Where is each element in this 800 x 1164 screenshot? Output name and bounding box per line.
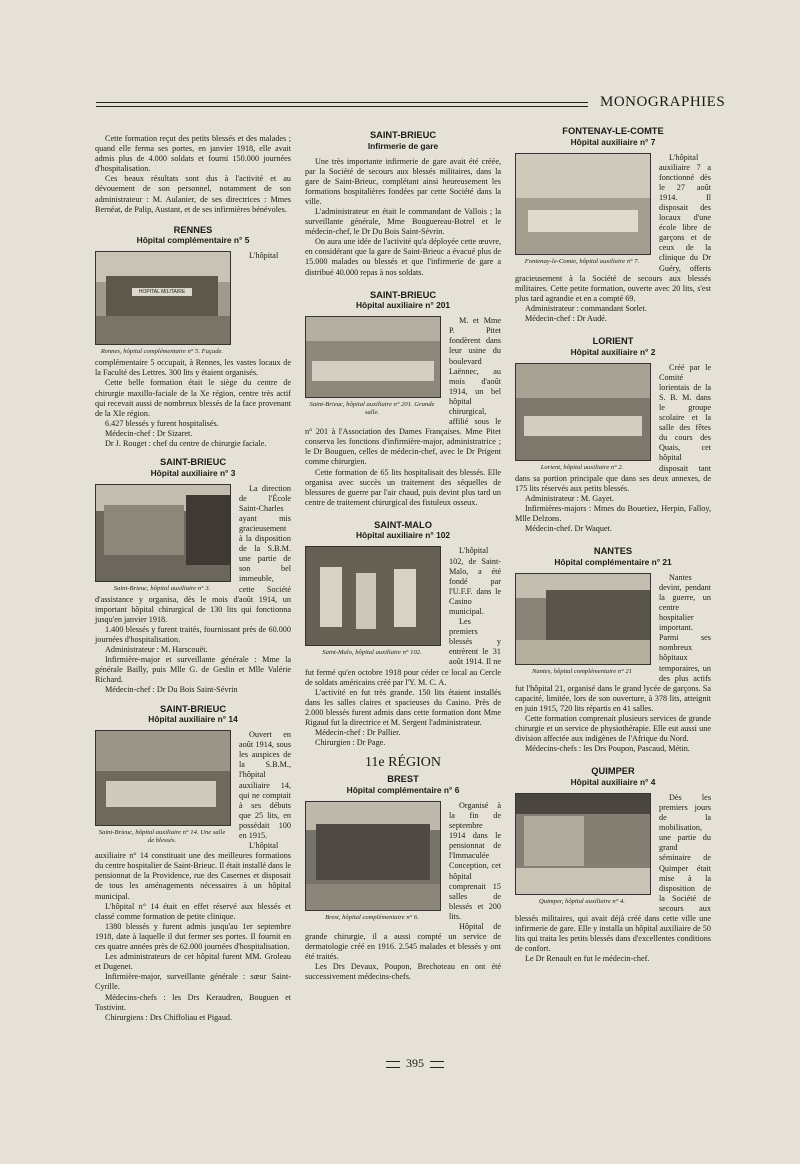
figure-caption: Fontenay-le-Comte, hôpital auxiliaire n° 7.	[524, 257, 640, 265]
body-paragraph: 6.427 blessés y furent hospitalisés.	[105, 418, 219, 428]
body-paragraph: Les Drs Devaux, Poupon, Brechoteau en ont été successivement médecins-chefs.	[305, 962, 501, 982]
photo-quimper-4	[515, 793, 651, 895]
photo-fontenay-7	[515, 153, 651, 255]
figure-quimper-4	[515, 793, 651, 906]
figure-rennes	[95, 251, 231, 356]
section-subtitle: Hôpital auxiliaire n° 201	[355, 300, 451, 311]
body-paragraph: Le Dr Renault en fut le médecin-chef.	[525, 954, 650, 964]
body-paragraph: Une très importante infirmerie de gare avait été créée, par la Société de secours aux blessés militaires, dans la gare de Saint-Brieuc, complétant ainsi heureusement les formations hospitalières fondées par cette Société dans la ville.	[305, 156, 501, 206]
body-paragraph: Les premiers blessés y entrèrent le 31 août 1914. Il ne fut fermé qu'en octobre 1918 pour céder ce local au Cercle de soldats américains créé par l'Y. M. C. A.	[305, 617, 501, 687]
intro-paragraph: Cette formation reçut des petits blessés et des malades ; quand elle ferma ses portes, en janvier 1918, elle avait admis plus de 4.000 soldats et fourni 150.000 journées d'hospitalisation.	[95, 134, 291, 174]
body-paragraph: Cette formation de 65 lits hospitalisait des blessés. Elle organisa avec succès un traitement des séquelles de blessures de guerre par l'air chaud, puis devint plus tard un centre de traitement chirurgical des fistuleux osseux.	[305, 467, 501, 507]
figure-lorient-2	[515, 363, 651, 472]
page-number-value: 395	[406, 1056, 424, 1070]
photo-lorient-2	[515, 363, 651, 461]
column-middle	[305, 130, 501, 983]
body-paragraph: L'hôpital complémentaire 5 occupait, à Rennes, les vastes locaux de la Faculté des Lettres. 300 lits y étaient organisés.	[95, 251, 291, 378]
section-subtitle: Hôpital auxiliaire n° 2	[570, 346, 656, 357]
section-subtitle: Hôpital auxiliaire n° 3	[150, 467, 236, 478]
section-title-brest: BREST	[387, 774, 419, 785]
body-paragraph: Cette formation comprenait plusieurs services de grande chirurgie et un service de physiothérapie. Elle eut aussi une division affectée aux indigènes de l'Afrique du Nord.	[515, 714, 711, 744]
figure-caption: Quimper, hôpital auxiliaire n° 4.	[539, 897, 625, 905]
intro-paragraph: Ces beaux résultats sont dus à l'activité et au dévouement de son personnel, notamment de son administrateur : M. Aulanier, de ses directrices : Mmes Bernéat, de Palip, Austant, et de ses infirmières bénévoles.	[95, 174, 291, 214]
header-rule	[96, 102, 588, 103]
section-subtitle: Hôpital auxiliaire n° 7	[570, 136, 656, 147]
figure-caption: Saint-Malo, hôpital auxiliaire n° 102.	[322, 649, 422, 657]
page-header-title: MONOGRAPHIES	[600, 94, 726, 110]
section-title-saint-brieuc: SAINT-BRIEUC	[159, 457, 227, 468]
body-paragraph: 1.400 blessés y furent traités, fournissant près de 60.000 journées d'hospitalisation.	[95, 624, 291, 644]
body-paragraph: Médecins-chefs : les Drs Keraudren, Bouguen et Tostivint.	[95, 992, 291, 1012]
figure-caption: Lorient, hôpital auxiliaire n° 2.	[540, 463, 624, 471]
body-paragraph: Administrateur : M. Harscouët.	[105, 645, 208, 655]
section-title-saint-brieuc: SAINT-BRIEUC	[369, 130, 437, 140]
figure-caption: Saint-Brieuc, hôpital auxiliaire n° 201. Grande salle.	[309, 401, 435, 417]
section-subtitle: Hôpital auxiliaire n° 102	[355, 530, 451, 541]
body-paragraph: Médecin-chef. Dr Waquet.	[525, 524, 612, 534]
page-number	[380, 1056, 450, 1071]
body-paragraph: Créé par le Comité lorientais de la S. B. M. dans le groupe scolaire et la salle des fêtes du cours des Quais, cet hôpital disposait tant dans sa portion principale que dans ses deux annexes, de 175 lits réservés aux petits blessés.	[515, 362, 711, 493]
section-title-saint-brieuc: SAINT-BRIEUC	[369, 289, 437, 300]
body-paragraph: L'hôpital n° 14 était en effet réservé aux blessés et classé comme formation de petite clinique.	[95, 901, 291, 921]
figure-saint-brieuc-201	[305, 316, 441, 417]
body-paragraph: L'administrateur en était le commandant de Vallois ; la surveillante générale, Mme Bouguereau-Botrel et le médecin-chef, le Dr Du Bois Saint-Sévrin.	[305, 206, 501, 237]
body-paragraph: La direction de l'École Saint-Charles ayant mis gracieusement à la disposition de la S.B.M. une partie de son bel immeuble, cette Société d'assistance y organisa, dès le mois d'août 1914, un important hôpital chirurgical de 130 lits qui fonctionna jusqu'en janvier 1918.	[95, 483, 291, 624]
section-subtitle: Infirmerie de gare	[367, 140, 439, 151]
header-rule-double	[96, 106, 588, 107]
photo-saint-brieuc-14	[95, 730, 231, 826]
body-paragraph: Nantes devint, pendant la guerre, un centre hospitalier important. Parmi ses nombreux hôpitaux temporaires, un des plus actifs fut l'hôpital 21, organisé dans le grand lycée de garçons. Sa capacité, limitée, lors de son ouverture, à 378 lits, atteignit en juin 1915, 720 lits répartis en 41 salles.	[515, 572, 711, 713]
body-paragraph: Dès les premiers jours de la mobilisation, une partie du grand séminaire de Quimper était mise à la disposition de la Société de secours aux blessés militaires, qui avait déjà créé dans cette ville une infirmerie de gare. Elle y installa un hôpital auxiliaire de 50 lits qui traita les petits blessés dans d'excellentes conditions de confort.	[515, 792, 711, 954]
body-paragraph: Infirmière-major et surveillante générale : Mme la générale Bailly, puis Mlle G. de Geslin et Mlle Valérie Richard.	[95, 655, 291, 685]
section-title-rennes: RENNES	[173, 224, 213, 235]
figure-caption: Brest, hôpital complémentaire n° 6.	[325, 913, 419, 921]
photo-rennes-facade	[95, 251, 231, 345]
region-heading: 11e RÉGION	[364, 755, 442, 771]
body-paragraph: Médecins-chefs : les Drs Poupon, Pascaud, Métin.	[525, 744, 690, 754]
body-paragraph: Médecin-chef : Dr Sizaret.	[105, 428, 193, 438]
body-paragraph: Dr J. Rouget : chef du centre de chirurgie faciale.	[105, 439, 267, 448]
body-paragraph: L'hôpital auxiliaire n° 14 constituait une des meilleures formations du centre hospitalier de Saint-Brieuc. Il était installé dans le pensionnat de la Providence, rue des Casernes et disposait de tous les aménagements nécessaires à un hôpital municipal.	[95, 841, 291, 901]
section-subtitle: Hôpital auxiliaire n° 14	[148, 714, 238, 725]
section-subtitle: Hôpital complémentaire n° 21	[554, 556, 672, 567]
figure-caption: Nantes, hôpital complémentaire n° 21	[531, 667, 632, 675]
body-paragraph: L'hôpital 102, de Saint-Malo, a été fondé par l'U.F.F. dans le Casino municipal.	[449, 546, 501, 616]
body-paragraph: Les administrateurs de cet hôpital furent MM. Groleau et Dugenet.	[95, 952, 291, 972]
body-paragraph: Organisé à la fin de septembre 1914 dans le pensionnat de l'Immaculée Conception, cet hôpital comprenait 15 salles de blessés et 200 lits.	[449, 800, 501, 921]
figure-saint-malo-102	[305, 546, 441, 657]
hospital-sign: HOPITAL MILITAIRE	[132, 288, 192, 296]
figure-fontenay-7	[515, 153, 651, 266]
section-title-saint-brieuc: SAINT-BRIEUC	[159, 703, 227, 714]
body-paragraph: M. et Mme P. Pitet fondèrent dans leur usine du boulevard Laënnec, au mois d'août 1914, un bel hôpital chirurgical, affilié sous le n° 201 à l'Association des Dames Françaises. Mme Pitet conserva les fonctions d'infirmière-major, administratrice ; le Dr Bouguen, celles de médecin-chef, avec le Dr Prigent comme chirurgien.	[305, 316, 501, 467]
body-paragraph: Administrateur : M. Gayet.	[525, 493, 614, 503]
page-number-ornament-left	[386, 1061, 400, 1068]
figure-saint-brieuc-14	[95, 730, 231, 845]
section-subtitle: Hôpital complémentaire n° 6	[346, 784, 460, 795]
body-paragraph: Administrateur : commandant Sorlet.	[525, 303, 647, 313]
photo-saint-brieuc-3	[95, 484, 231, 582]
body-paragraph: Hôpital de grande chirurgie, il a aussi compté un service de dermatologie créé en 1916. 2.545 malades et blessés y ont été traités.	[305, 922, 501, 962]
figure-brest-6	[305, 801, 441, 922]
section-subtitle: Hôpital auxiliaire n° 4	[570, 776, 656, 787]
body-paragraph: Infirmière-major, surveillante générale : sœur Saint-Cyrille.	[95, 972, 291, 992]
column-right	[515, 126, 711, 964]
section-title-lorient: LORIENT	[592, 336, 634, 347]
body-paragraph: Ouvert en août 1914, sous les auspices de la S.B.M., l'hôpital auxiliaire 14, qui ne comptait à ses débuts que 25 lits, en possédait 100 en 1915.	[239, 730, 291, 840]
body-paragraph: Médecin-chef : Dr Audé.	[525, 314, 607, 323]
body-paragraph: On aura une idée de l'activité qu'a déployée cette œuvre, en considérant que la gare de Saint-Brieuc a évacué plus de 15.000 malades ou blessés et que l'infirmerie de gare a distribué 40.000 repas à nos soldats.	[305, 237, 501, 277]
section-title-fontenay-le-comte: FONTENAY-LE-COMTE	[562, 126, 664, 136]
body-paragraph: Chirurgien : Dr Page.	[315, 738, 386, 748]
body-paragraph: L'activité en fut très grande. 150 lits étaient installés dans les salles claires et spacieuses du Casino. Près de 2.000 blessés furent admis dans cette formation dont Mme Rigaud fut la directrice et M. Sergent l'administrateur.	[305, 687, 501, 727]
page-number-ornament-right	[430, 1061, 444, 1068]
section-title-saint-malo: SAINT-MALO	[374, 519, 432, 530]
body-paragraph: L'hôpital auxiliaire 7 a fonctionné dès le 27 août 1914. Il disposait des locaux d'une école libre de garçons et de ceux de la clinique du Dr Guéry, offerts gracieusement à la Société de secours aux blessés militaires. Cette petite formation, ouverte avec 20 lits, s'est plus tard agrandie et en a compté 69.	[515, 152, 711, 303]
body-paragraph: Médecin-chef : Dr Du Bois Saint-Sévrin	[105, 685, 238, 695]
column-left	[95, 134, 291, 1023]
photo-saint-brieuc-201	[305, 316, 441, 398]
body-paragraph: Chirurgiens : Drs Chiffoliau et Pigaud.	[105, 1012, 233, 1022]
figure-saint-brieuc-3	[95, 484, 231, 593]
body-paragraph: Médecin-chef : Dr Pallier.	[315, 728, 401, 738]
body-paragraph: Infirmières-majors : Mmes du Bouetiez, Herpin, Falloy, Mlle Delzons.	[515, 503, 711, 523]
photo-saint-malo-102	[305, 546, 441, 646]
section-subtitle: Hôpital complémentaire n° 5	[136, 235, 250, 246]
body-paragraph: Cette belle formation était le siège du centre de chirurgie maxillo-faciale de la Xe région, centre très actif qui recevait aussi de nombreux blessés de la face provenant de la XIe région.	[95, 378, 291, 418]
figure-nantes-21	[515, 573, 651, 676]
figure-caption: Rennes, hôpital complémentaire n° 5. Façade.	[100, 348, 224, 356]
figure-caption: Saint-Brieuc, hôpital auxiliaire n° 3.	[113, 584, 211, 592]
section-title-nantes: NANTES	[593, 546, 633, 557]
photo-brest-6	[305, 801, 441, 911]
body-paragraph: 1380 blessés y furent admis jusqu'au 1er septembre 1918, date à laquelle il dut fermer ses portes. Il fournit en ces quatre années près de 62.000 journées d'hospitalisation.	[95, 921, 291, 952]
figure-caption: Saint-Brieuc, hôpital auxiliaire n° 14. Une salle de blessés.	[98, 829, 226, 845]
photo-nantes-21	[515, 573, 651, 665]
section-title-quimper: QUIMPER	[591, 766, 635, 777]
